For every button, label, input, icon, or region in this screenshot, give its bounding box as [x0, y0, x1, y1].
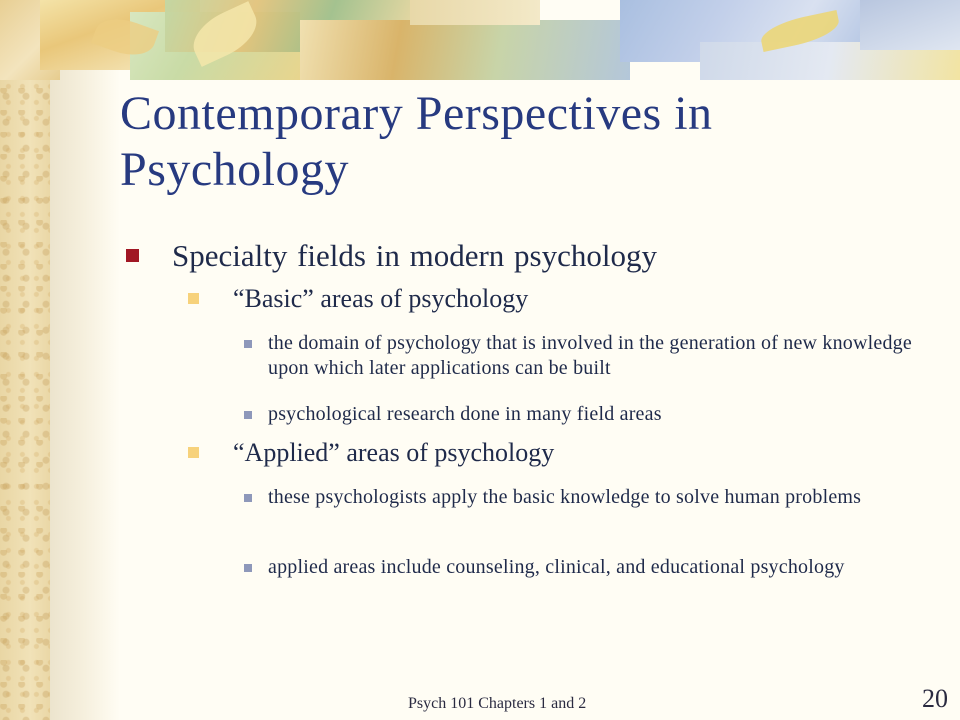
banner-tile — [860, 0, 960, 50]
bullet-level3 — [244, 555, 934, 580]
square-bullet-icon — [188, 293, 199, 304]
bullet-text: “Basic” areas of psychology — [233, 284, 529, 313]
square-bullet-icon — [244, 340, 252, 348]
square-bullet-icon — [126, 249, 139, 262]
bullet-level2 — [188, 284, 528, 314]
bullet-text: Specialty fields in modern psychology — [172, 238, 657, 273]
parchment-strip — [0, 0, 50, 720]
square-bullet-icon — [244, 494, 252, 502]
page-number: 20 — [922, 684, 948, 713]
slide-footer: Psych 101 Chapters 1 and 2 — [408, 695, 587, 712]
bullet-level3 — [244, 331, 934, 381]
bullet-text: “Applied” areas of psychology — [233, 438, 555, 467]
left-gradient — [50, 0, 120, 720]
decorative-banner — [0, 0, 960, 80]
banner-tile — [300, 20, 630, 80]
slide-title: Contemporary Perspectives in Psychology — [120, 87, 713, 196]
bullet-text: psychological research done in many field areas — [268, 403, 662, 425]
square-bullet-icon — [244, 564, 252, 572]
bullet-text: the domain of psychology that is involved in the generation of new knowledge upon which later applications can be built — [268, 332, 912, 379]
bullet-text: these psychologists apply the basic knowledge to solve human problems — [268, 486, 862, 508]
bullet-level1 — [126, 238, 657, 274]
bullet-text: applied areas include counseling, clinical, and educational psychology — [268, 556, 845, 578]
square-bullet-icon — [188, 447, 199, 458]
banner-tile — [410, 0, 540, 25]
square-bullet-icon — [244, 411, 252, 419]
bullet-level2 — [188, 438, 554, 468]
bullet-level3 — [244, 485, 934, 510]
bullet-level3 — [244, 402, 934, 427]
